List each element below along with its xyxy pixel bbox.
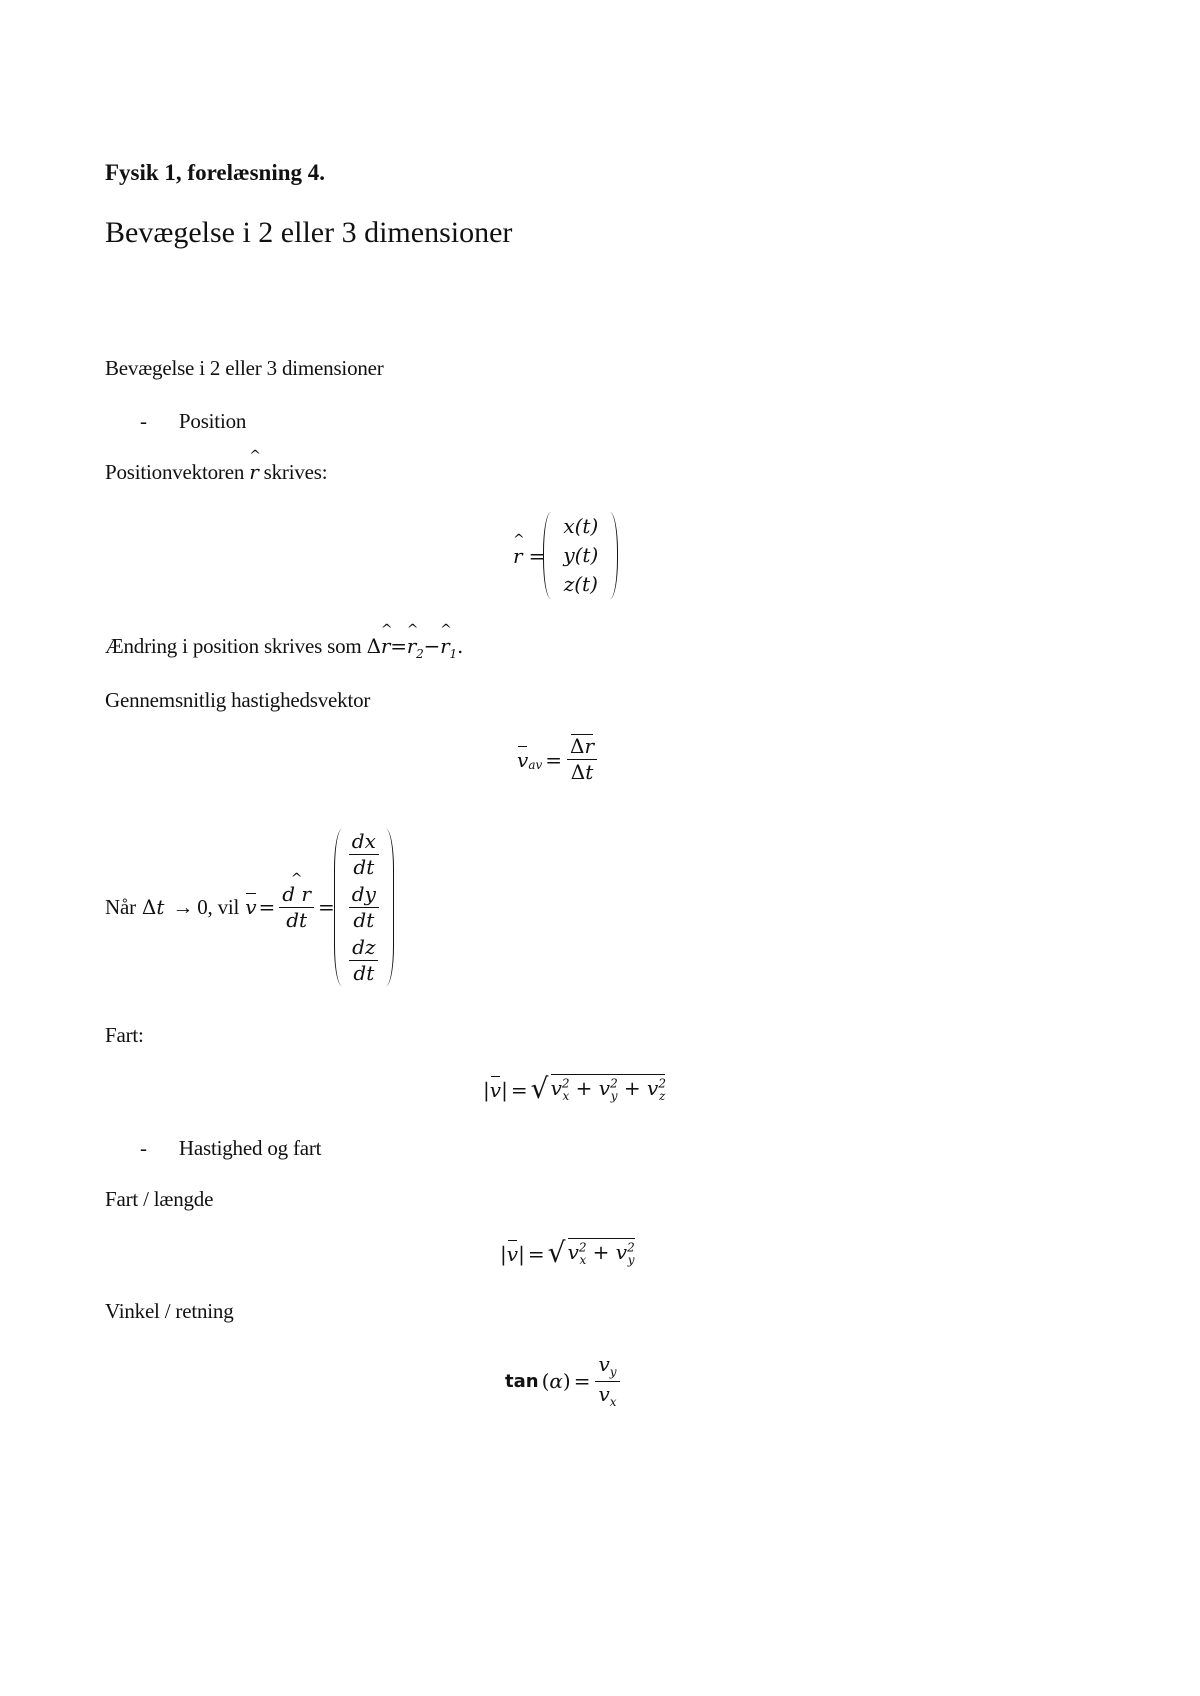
position-vector-text: Positionvektoren	[105, 460, 245, 484]
position-vector-text-end: skrives:	[263, 460, 328, 484]
equation-speed-2d: | v | = √ $v^2_x + v^2_y$	[500, 1240, 635, 1267]
fraction-vy-over-vx: $\frac{v_y}{v_x}$	[595, 1354, 619, 1408]
arrow-symbol: →	[172, 894, 194, 919]
equation-instantaneous-velocity: Når Δt → 0, vil v = ^ $\frac{\text{d r}}{dt}$ = $\frac{dx}{dt}$ $\frac{dy}{dt}$ $\frac{dz}{dt}$	[105, 818, 391, 996]
angle-direction-label: Vinkel / retning	[105, 1299, 234, 1323]
course-line: Fysik 1, forelæsning 4.	[105, 160, 326, 185]
limit-text-mid: 0, vil	[197, 894, 240, 919]
square-root: √ $v^2_x + v^2_y + v^2_z$	[531, 1076, 666, 1103]
subscript-av: av	[528, 757, 543, 772]
position-vector-line	[105, 460, 327, 485]
vector-component-y: y(t)	[563, 543, 599, 567]
bullet-marker: -	[140, 409, 147, 433]
v-bar-symbol: v	[245, 895, 257, 919]
bullet-label: Hastighed og fart	[178, 1136, 322, 1160]
v-bar-symbol: v	[517, 747, 529, 772]
r-hat-symbol: ^ r	[249, 460, 258, 484]
equation-average-velocity: v $_{av}$ = $\frac{\Delta r}{\Delta t}$	[517, 736, 599, 783]
bullet-item-position	[140, 409, 246, 434]
speed-length-label: Fart / længde	[105, 1187, 214, 1211]
section-heading: Bevægelse i 2 eller 3 dimensioner	[105, 356, 384, 380]
change-text: Ændring i position skrives som	[105, 634, 362, 658]
square-root: √ $v^2_x + v^2_y$	[548, 1240, 635, 1267]
speed-label: Fart:	[105, 1023, 144, 1047]
r-hat-symbol: ^ r	[513, 544, 523, 568]
page-title: Bevægelse i 2 eller 3 dimensioner	[105, 216, 513, 249]
column-vector	[551, 512, 610, 599]
change-in-position-line	[105, 634, 463, 661]
equation-speed-3d: | v | = √ $v^2_x + v^2_y + v^2_z$	[483, 1076, 665, 1103]
column-vector-derivatives: $\frac{dx}{dt}$ $\frac{dy}{dt}$ $\frac{dz}{dt}$	[337, 829, 391, 986]
fraction-delta-r-over-delta-t: $\frac{\Delta r}{\Delta t}$	[567, 736, 597, 783]
limit-text: Når	[105, 894, 136, 919]
equation-position-vector: ^ r = x(t) y(t) z(t)	[513, 512, 610, 599]
change-formula: Δ^ r=^ $r_2-\^{}$ $r_1$.	[367, 634, 464, 658]
equation-angle: tan ( α ) = $\frac{v_y}{v_x}$	[505, 1354, 622, 1408]
bullet-item-velocity-speed	[140, 1136, 321, 1161]
vector-component-z: z(t)	[563, 572, 598, 596]
avg-velocity-label: Gennemsnitlig hastighedsvektor	[105, 688, 371, 712]
fraction-dr-over-dt: ^ $\frac{\text{d r}}{dt}$	[279, 884, 314, 931]
bullet-label: Position	[178, 409, 247, 433]
vector-component-x: x(t)	[563, 514, 599, 538]
bullet-marker: -	[140, 1136, 147, 1160]
